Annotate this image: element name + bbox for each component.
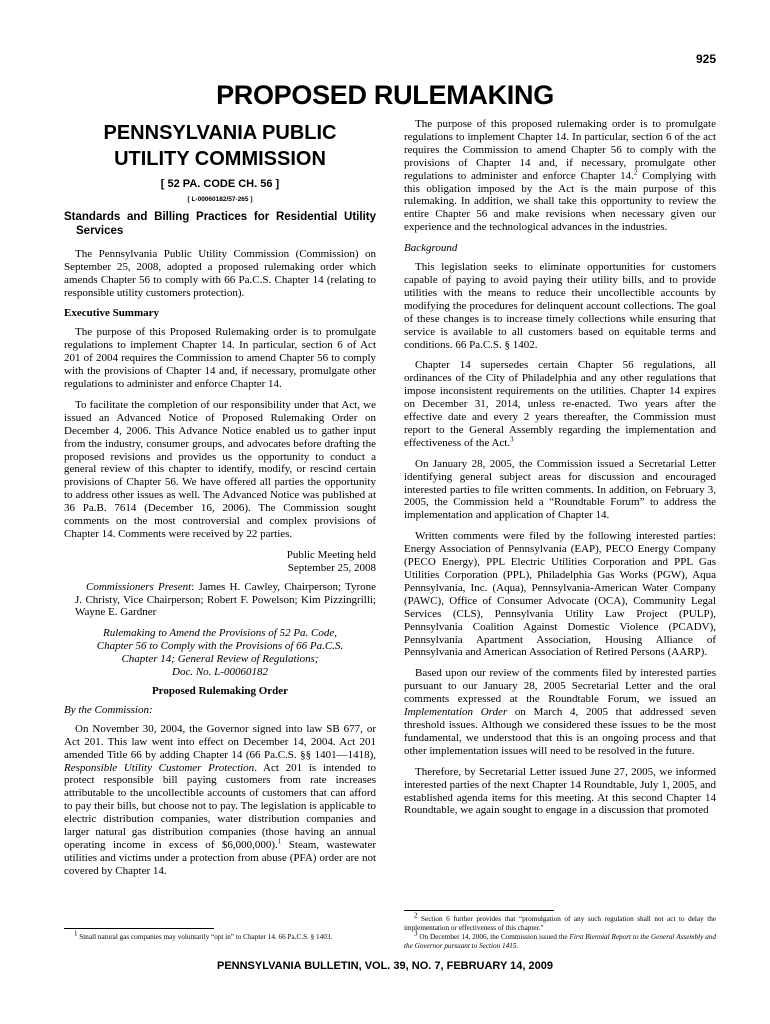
footnote-1-text: Small natural gas companies may voluntarily “opt in” to Chapter 14. 66 Pa.C.S. § 1403. (77, 933, 333, 941)
footnote-ref-1: 1 (277, 837, 282, 846)
footnote-divider (64, 928, 214, 929)
implementation-order-title: Implementation Order (404, 706, 508, 719)
review-text-b: on March 4, 2005 that addressed seven threshold issues. Although we considered these issues to be the most fundamental, we understood that this is an ongoing process and that other implementation issues will need to be resolved in the future. (404, 706, 716, 757)
executive-summary-heading: Executive Summary (64, 307, 160, 320)
background-heading: Background (404, 242, 458, 255)
act-201-text-a: On November 30, 2004, the Governor signed into law SB 677, or Act 201. This law went into effect on December 14, 2004. Act 201 amended Title 66 by adding Chapter 14 (66 Pa.C.S. §§ 1401—1418), (64, 722, 376, 761)
public-meeting-notice (64, 549, 376, 575)
page-number: 925 (695, 52, 716, 66)
review-text-a: Based upon our review of the comments filed by interested parties pursuant to our January 28, 2005 Secretarial Letter and the oral comments expressed at the Roundtable Forum, we issued an (404, 667, 716, 706)
executive-summary-paragraph-2: To facilitate the completion of our responsibility under that Act, we issued an Advanced Notice of Proposed Rulemaking Order on December 4, 2006. This Advance Notice enabled us to gather input from the industry, consumer groups, and advocates before drafting the proposed revisions and provides us the opportunity to conduct a general review of this chapter to identify, modify, or rescind certain provisions of Chapter 56. We have offered all parties the opportunity to address other issues as well. The Advanced Notice was published at 36 Pa.B. 7614 (December 16, 2006). The Commission sought comments on the most controversial and complex provisions of Chapter 14. Comments were received by 22 parties. (64, 398, 376, 540)
footnote-divider (404, 910, 554, 911)
footnote-3 (404, 929, 716, 951)
commissioners-list: : James H. Cawley, Chairperson; Tyrone J. Christy, Vice Chairperson; Robert F. Powelson; Kim Pizzingrilli; Wayne E. Gardner (75, 580, 376, 619)
footnote-1-mark: 1 (74, 929, 78, 938)
rulemaking-caption (64, 627, 376, 679)
caption-line-1: Rulemaking to Amend the Provisions of 52 Pa. Code, (102, 627, 338, 640)
bulletin-footer: PENNSYLVANIA BULLETIN, VOL. 39, NO. 7, FEBRUARY 14, 2009 (217, 960, 553, 972)
caption-line-2: Chapter 56 to Comply with the Provisions of 66 Pa.C.S. (96, 640, 344, 653)
background-paragraph-3: On January 28, 2005, the Commission issued a Secretarial Letter identifying general subject areas for discussion and encouraged interested parties to file written comments. In addition, on February 3, 2005, the Commission held a “Roundtable Forum” to address the implementation and application of Chapter 14. (404, 457, 716, 522)
rule-title: Standards and Billing Practices for Residential Utility Services (64, 210, 376, 237)
pa-code-reference: [ 52 PA. CODE CH. 56 ] (160, 178, 280, 190)
right-column (404, 118, 716, 825)
commissioners-label: Commissioners Present (86, 580, 192, 593)
document-number: [ L-00060182/57-265 ] (187, 195, 253, 203)
commissioners-present (64, 581, 376, 620)
caption-line-4: Doc. No. L-00060182 (172, 666, 268, 679)
footnote-2 (404, 911, 716, 933)
background-paragraph-4: Written comments were filed by the following interested parties: Energy Association of Pennsylvania (EAP), PECO Energy Company (PECO Energy), PPL Electric Utilities Corporation and PPL Gas Utilities Corporation (PPL), Philadelphia Gas Works (PGW), Aqua Pennsylvania, Inc. (Aqua), Pennsylvania-American Water Company (PAWC), Office of Consumer Advocate (OCA), Community Legal Services (CLS), Pennsylvania Utility Law Project (PULP), Pennsylvania Coalition Against Domestic Violence (PCADV), Pennsylvania Apartment Association, Housing Alliance of Pennsylvania and American Association of Retired Persons (AARP). (404, 530, 716, 659)
footnote-ref-3: 3 (510, 435, 514, 444)
caption-line-3: Chapter 14; General Review of Regulations; (121, 653, 319, 666)
order-heading: Proposed Rulemaking Order (151, 685, 289, 697)
section-title: PROPOSED RULEMAKING (216, 80, 554, 110)
right-footnotes (404, 910, 716, 951)
agency-line-2: UTILITY COMMISSION (114, 148, 326, 170)
background-paragraph-1: This legislation seeks to eliminate opportunities for customers capable of paying to avoid paying their utility bills, and to provide utilities with the means to reduce their uncollectible accounts by modifying the procedures for delinquent account collections. The goal of these changes is to increase timely collections while ensuring that service is available to all customers based on equitable terms and conditions. 66 Pa.C.S. § 1402. (404, 261, 716, 351)
meeting-line-1: Public Meeting held (286, 548, 376, 561)
chapter-14-text: Chapter 14 supersedes certain Chapter 56 regulations, all ordinances of the City of Philadelphia and any other regulations that impose inconsistent requirements on the utilities. Chapter 14 expires on December 31, 2014, unless re-enacted. Two years after the effective date and every 2 years thereafter, the Commission must report to the General Assembly regarding the implementation and effectiveness of the Act. (404, 359, 716, 449)
act-201-text-c: Steam, wastewater utilities and victims under a protection from abuse (PFA) order are not covered by Chapter 14. (64, 838, 377, 877)
background-paragraph-5 (404, 667, 716, 757)
footnote-ref-2: 2 (633, 167, 638, 176)
by-the-commission: By the Commission: (64, 703, 153, 716)
act-201-title: Responsible Utility Customer Protection (64, 761, 255, 774)
left-column (64, 118, 376, 886)
act-201-paragraph (64, 723, 376, 878)
footnote-3-mark: 3 (414, 929, 418, 938)
footnote-2-text: Section 6 further provides that “promulgation of any such regulation shall not act to delay the implementation or effectiveness of this chapter.” (404, 915, 716, 932)
biennial-report-title: First Biennial Report to the General Assembly and the Governor pursuant to Section 1415. (404, 933, 716, 950)
purpose-text-a: The purpose of this proposed rulemaking order is to promulgate regulations to implement Chapter 14. In particular, section 6 of the act requires the Commission to amend Chapter 56 to comply with the provisions of Chapter 14 and, if necessary, promulgate other regulations to administer and enforce Chapter 14. (404, 118, 716, 182)
background-paragraph-6: Therefore, by Secretarial Letter issued June 27, 2005, we informed interested parties of the next Chapter 14 Roundtable, July 1, 2005, and established agenda items for this meeting. At this second Chapter 14 Roundtable, we again sought to engage in a discussion that promoted (404, 765, 716, 817)
purpose-text-b: Complying with this obligation imposed by the Act is the main purpose of this rulemaking. In addition, we shall take this opportunity to review the entire Chapter 56 and make revisions when necessary given our experience and the technological advances in the industries. (404, 169, 717, 234)
footnote-1 (64, 929, 376, 942)
background-paragraph-2 (404, 359, 716, 449)
footnote-2-mark: 2 (414, 911, 418, 920)
agency-name (64, 120, 376, 172)
footnote-3-text: On December 14, 2006, the Commission issued the (417, 933, 570, 941)
meeting-date: September 25, 2008 (287, 561, 376, 574)
intro-paragraph: The Pennsylvania Public Utility Commission (Commission) on September 25, 2008, adopted a proposed rulemaking order which amends Chapter 56 to comply with 66 Pa.C.S. Chapter 14 (relating to responsible utility customers protection). (64, 247, 376, 299)
left-footnotes (64, 928, 376, 942)
agency-line-1: PENNSYLVANIA PUBLIC (103, 122, 337, 144)
purpose-paragraph (404, 118, 716, 234)
executive-summary-paragraph-1: The purpose of this Proposed Rulemaking order is to promulgate regulations to implement Chapter 14. In particular, section 6 of Act 201 of 2004 requires the Commission to amend Chapter 56 to comply with the provisions of Chapter 14 and, if necessary, promulgate other regulations to administer and enforce Chapter 14. (64, 326, 376, 390)
act-201-text-b: . Act 201 is intended to protect responsible bill paying customers from rate increases attributable to the uncollectible accounts of customers that can afford to pay their bills, but choose not to pay. The legislation is applicable to electric distribution companies, water distribution companies and larger natural gas distribution companies (those having an annual operating income in excess of $6,000,000). (64, 761, 376, 851)
